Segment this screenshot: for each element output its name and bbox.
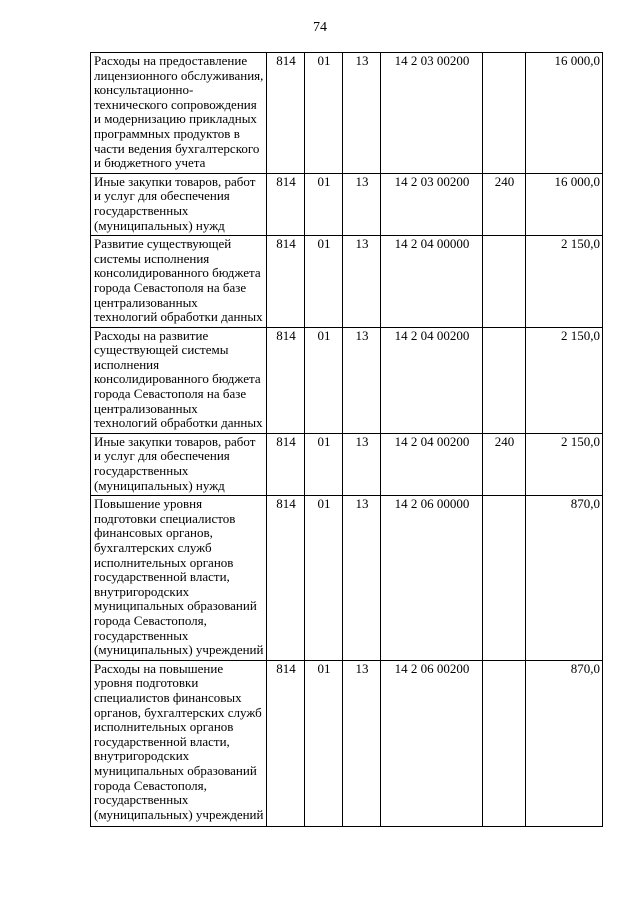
row-section: 01 [305, 53, 343, 174]
row-amount: 16 000,0 [526, 53, 603, 174]
row-expense-type: 240 [483, 433, 526, 495]
row-subsection: 13 [343, 327, 381, 433]
row-expense-type [483, 236, 526, 328]
row-section: 01 [305, 433, 343, 495]
table-row [91, 496, 603, 661]
row-subsection: 13 [343, 173, 381, 235]
table-row [91, 660, 603, 826]
row-ministry: 814 [267, 496, 305, 661]
row-expense-type: 240 [483, 173, 526, 235]
row-expense-type [483, 327, 526, 433]
table-row [91, 236, 603, 328]
row-expense-type [483, 53, 526, 174]
row-subsection: 13 [343, 660, 381, 826]
row-target: 14 2 03 00200 [381, 53, 483, 174]
row-section: 01 [305, 173, 343, 235]
row-name: Повышение уровня подготовки специалистов финансовых органов, бухгалтерских служб исполнительных органов государственной власти, внутригородских муниципальных образований города Севастополя, государственных (муниципальных) учреждений [91, 496, 267, 661]
row-expense-type [483, 496, 526, 661]
table-row [91, 433, 603, 495]
row-name: Расходы на развитие существующей системы исполнения консолидированного бюджета города Севастополя на базе централизованных технологий обработки данных [91, 327, 267, 433]
row-section: 01 [305, 496, 343, 661]
row-target: 14 2 04 00000 [381, 236, 483, 328]
budget-table-body [91, 53, 603, 827]
table-row [91, 327, 603, 433]
row-name: Развитие существующей системы исполнения консолидированного бюджета города Севастополя на базе централизованных технологий обработки данных [91, 236, 267, 328]
row-name: Расходы на предоставление лицензионного обслуживания, консультационно-технического сопровождения и модернизацию прикладных программных продуктов в части ведения бухгалтерского и бюджетного учета [91, 53, 267, 174]
row-subsection: 13 [343, 53, 381, 174]
row-name: Расходы на повышение уровня подготовки специалистов финансовых органов, бухгалтерских служб исполнительных органов государственной власти, внутригородских муниципальных образований города Севастополя, государственных (муниципальных) учреждений [91, 660, 267, 826]
row-target: 14 2 06 00000 [381, 496, 483, 661]
row-subsection: 13 [343, 496, 381, 661]
row-target: 14 2 03 00200 [381, 173, 483, 235]
row-ministry: 814 [267, 173, 305, 235]
table-row [91, 173, 603, 235]
row-amount: 2 150,0 [526, 327, 603, 433]
page-number: 74 [313, 20, 327, 35]
table-row [91, 53, 603, 174]
row-target: 14 2 04 00200 [381, 327, 483, 433]
row-ministry: 814 [267, 433, 305, 495]
row-amount: 2 150,0 [526, 236, 603, 328]
row-amount: 870,0 [526, 496, 603, 661]
row-section: 01 [305, 660, 343, 826]
row-name: Иные закупки товаров, работ и услуг для обеспечения государственных (муниципальных) нужд [91, 173, 267, 235]
row-ministry: 814 [267, 327, 305, 433]
row-amount: 2 150,0 [526, 433, 603, 495]
row-name: Иные закупки товаров, работ и услуг для обеспечения государственных (муниципальных) нужд [91, 433, 267, 495]
row-amount: 16 000,0 [526, 173, 603, 235]
row-ministry: 814 [267, 236, 305, 328]
row-subsection: 13 [343, 433, 381, 495]
row-subsection: 13 [343, 236, 381, 328]
row-target: 14 2 04 00200 [381, 433, 483, 495]
row-section: 01 [305, 236, 343, 328]
budget-table [90, 52, 603, 827]
row-expense-type [483, 660, 526, 826]
row-ministry: 814 [267, 660, 305, 826]
row-target: 14 2 06 00200 [381, 660, 483, 826]
row-amount: 870,0 [526, 660, 603, 826]
row-ministry: 814 [267, 53, 305, 174]
row-section: 01 [305, 327, 343, 433]
